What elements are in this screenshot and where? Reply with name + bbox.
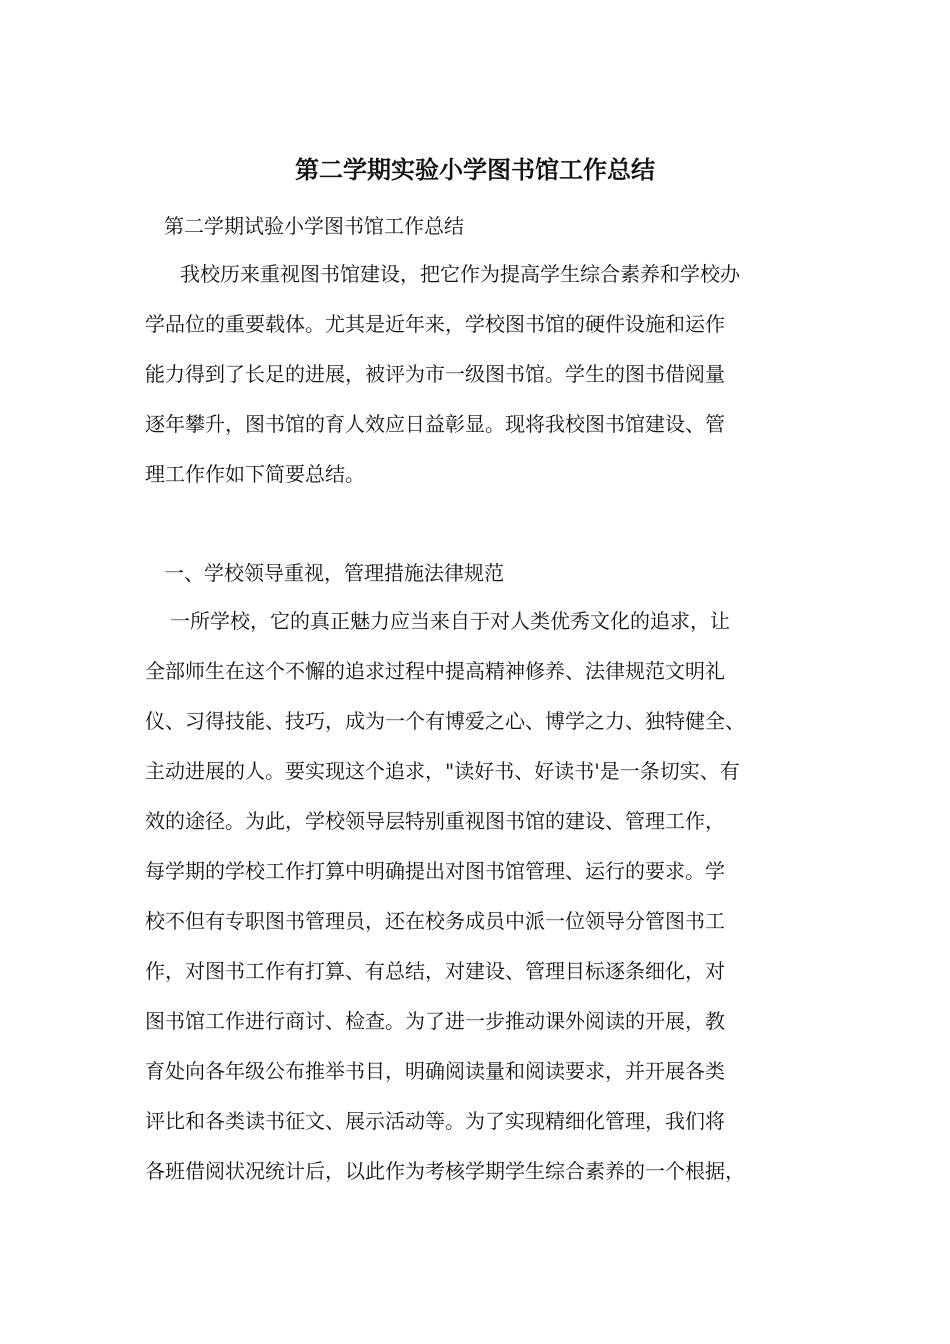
document-subtitle: 第二学期试验小学图书馆工作总结 [164,214,464,238]
paragraph-line: 作，对图书工作有打算、有总结，对建设、管理目标逐条细化，对 [145,959,725,983]
paragraph-line: 仪、习得技能、技巧，成为一个有博爱之心、博学之力、独特健全、 [145,709,745,733]
paragraph-line: 育处向各年级公布推举书目，明确阅读量和阅读要求，并开展各类 [145,1059,725,1083]
paragraph-line: 各班借阅状况统计后，以此作为考核学期学生综合素养的一个根据， [145,1159,745,1183]
paragraph-line: 逐年攀升，图书馆的育人效应日益彰显。现将我校图书馆建设、管 [145,412,725,436]
paragraph-line: 主动进展的人。要实现这个追求，"读好书、好读书'是一条切实、有 [145,759,740,783]
paragraph-line: 每学期的学校工作打算中明确提出对图书馆管理、运行的要求。学 [145,859,725,883]
paragraph-line: 我校历来重视图书馆建设，把它作为提高学生综合素养和学校办 [180,262,740,286]
paragraph-line: 校不但有专职图书管理员，还在校务成员中派一位领导分管图书工 [145,909,725,933]
paragraph-line: 全部师生在这个不懈的追求过程中提高精神修养、法律规范文明礼 [145,659,725,683]
section-heading: 一、学校领导重视，管理措施法律规范 [164,561,504,585]
paragraph-line: 能力得到了长足的进展，被评为市一级图书馆。学生的图书借阅量 [145,362,725,386]
paragraph-line: 评比和各类读书征文、展示活动等。为了实现精细化管理，我们将 [145,1109,725,1133]
document-title: 第二学期实验小学图书馆工作总结 [295,155,655,184]
paragraph-line: 学品位的重要载体。尤其是近年来，学校图书馆的硬件设施和运作 [145,312,725,336]
paragraph-line: 理工作作如下简要总结。 [145,462,365,486]
paragraph-line: 图书馆工作进行商讨、检查。为了进一步推动课外阅读的开展，教 [145,1009,725,1033]
paragraph-line: 一所学校，它的真正魅力应当来自于对人类优秀文化的追求，让 [170,609,730,633]
paragraph-line: 效的途径。为此，学校领导层特别重视图书馆的建设、管理工作， [145,809,725,833]
